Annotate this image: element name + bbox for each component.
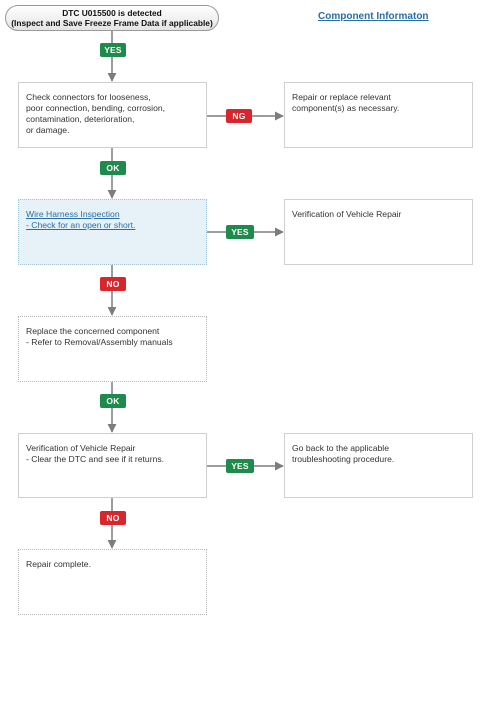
start-line-1: DTC U015500 is detected (62, 8, 162, 18)
step-verification-vehicle-repair-2 (18, 433, 207, 498)
badge-yes-wire: YES (226, 225, 254, 239)
check-connectors-line-3: contamination, deterioration, (26, 114, 135, 124)
badge-ok-replace: OK (100, 394, 126, 408)
component-information-link[interactable]: Component Informaton (318, 11, 429, 22)
badge-ng-check: NG (226, 109, 252, 123)
replace-component-line-2: - Refer to Removal/Assembly manuals (26, 337, 173, 347)
start-node-dtc-detected (5, 5, 219, 31)
step-repair-complete (18, 549, 207, 615)
badge-ok-check: OK (100, 161, 126, 175)
verification-1-line-1: Verification of Vehicle Repair (292, 209, 402, 219)
check-open-short-link[interactable]: - Check for an open or short. (26, 220, 136, 230)
check-connectors-line-2: poor connection, bending, corrosion, (26, 103, 166, 113)
replace-component-line-1: Replace the concerned component (26, 326, 160, 336)
step-wire-harness-inspection (18, 199, 207, 265)
badge-no-wire: NO (100, 277, 126, 291)
go-back-line-1: Go back to the applicable (292, 443, 389, 453)
start-line-2: (Inspect and Save Freeze Frame Data if applicable) (11, 18, 213, 28)
step-repair-replace (284, 82, 473, 148)
step-go-back-troubleshooting (284, 433, 473, 498)
badge-yes-start: YES (100, 43, 126, 57)
step-replace-component (18, 316, 207, 382)
repair-replace-line-2: component(s) as necessary. (292, 103, 400, 113)
repair-replace-line-1: Repair or replace relevant (292, 92, 391, 102)
badge-no-verify2: NO (100, 511, 126, 525)
badge-yes-verify2: YES (226, 459, 254, 473)
step-verification-vehicle-repair-1 (284, 199, 473, 265)
check-connectors-line-4: or damage. (26, 125, 70, 135)
go-back-line-2: troubleshooting procedure. (292, 454, 395, 464)
verification-2-line-2: - Clear the DTC and see if it returns. (26, 454, 165, 464)
check-connectors-line-1: Check connectors for looseness, (26, 92, 151, 102)
wire-harness-inspection-link[interactable]: Wire Harness Inspection (26, 209, 120, 219)
step-check-connectors (18, 82, 207, 148)
repair-complete-line-1: Repair complete. (26, 559, 91, 569)
verification-2-line-1: Verification of Vehicle Repair (26, 443, 136, 453)
